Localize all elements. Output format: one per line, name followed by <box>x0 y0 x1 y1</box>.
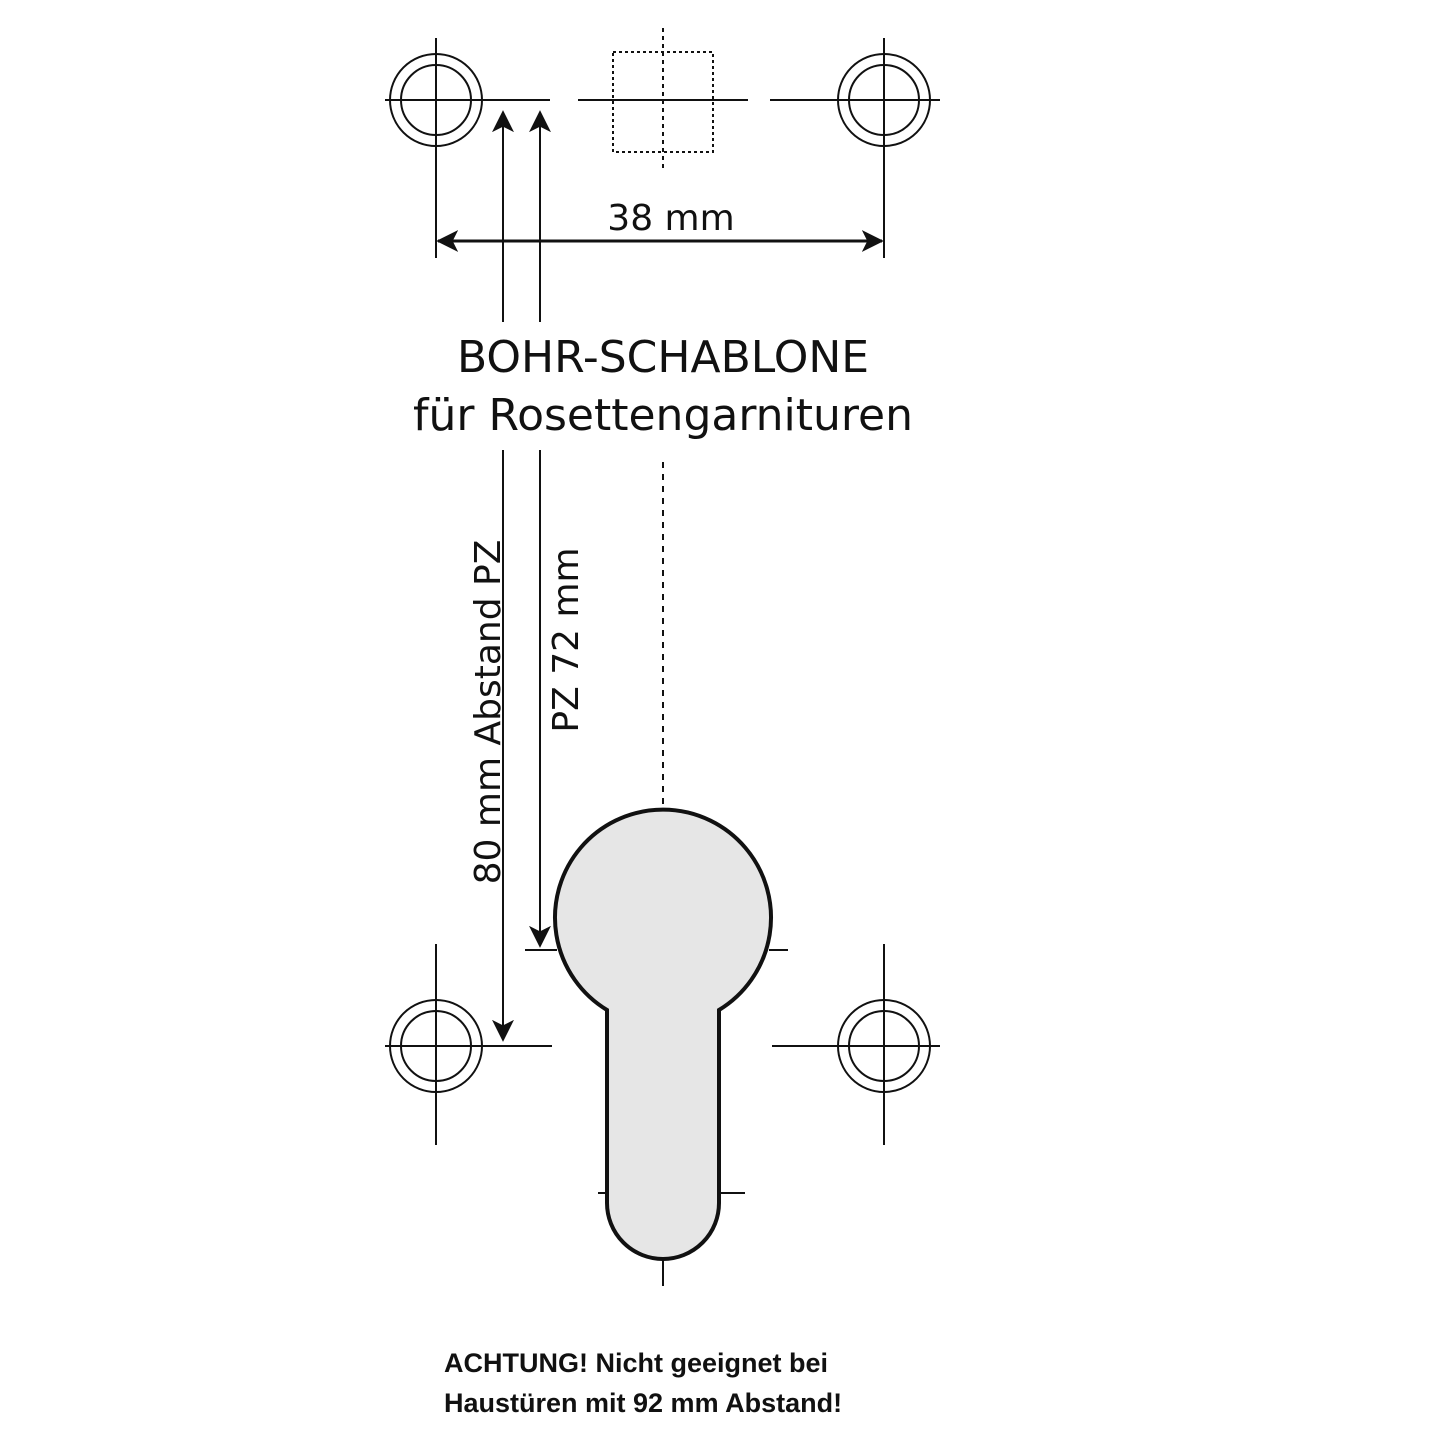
spindle-square <box>578 28 748 168</box>
screw-hole-top-right <box>770 38 940 258</box>
warning-line-2: Haustüren mit 92 mm Abstand! <box>444 1388 843 1418</box>
title-line-2: für Rosettengarnituren <box>413 390 913 441</box>
screw-hole-top-left <box>385 38 550 258</box>
width-dimension-label: 38 mm <box>607 198 735 239</box>
screw-hole-bottom-left <box>385 944 552 1145</box>
title-line-1: BOHR-SCHABLONE <box>456 332 870 383</box>
screw-hole-bottom-right <box>772 944 940 1145</box>
distance-80-label: 80 mm Abstand PZ <box>468 539 509 885</box>
warning-line-1: ACHTUNG! Nicht geeignet bei <box>444 1348 829 1378</box>
profile-cylinder-keyhole <box>555 810 771 1259</box>
pz-72-label: PZ 72 mm <box>546 547 587 733</box>
